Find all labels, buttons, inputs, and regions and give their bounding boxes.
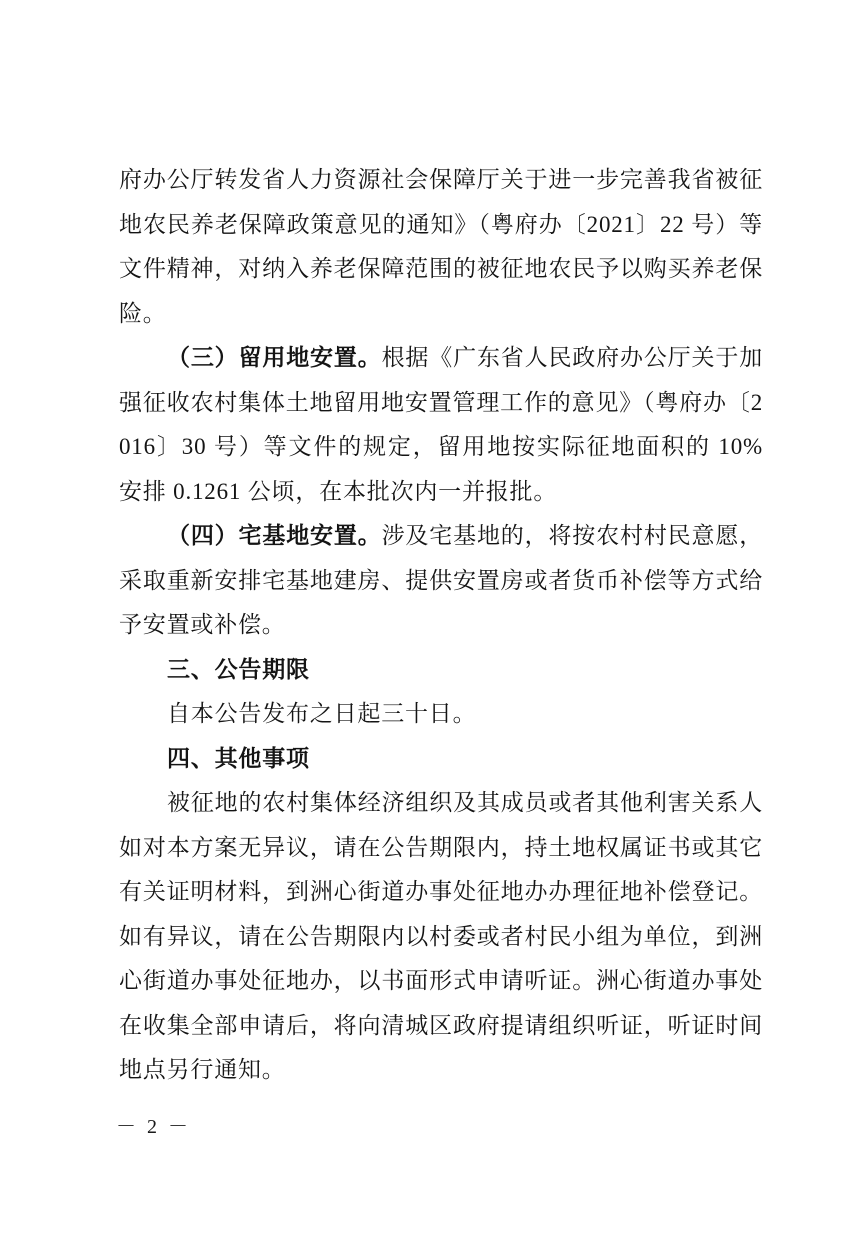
- paragraph: 被征地的农村集体经济组织及其成员或者其他利害关系人如对本方案无异议，请在公告期限内，持土地权属证书或其它有关证明材料，到洲心街道办事处征地办办理征地补偿登记。如有异议，请在公告期限内以村委或者村民小组为单位，到洲心街道办事处征地办，以书面形式申请听证。洲心街道办事处在收集全部申请后，将向清城区政府提请组织听证，听证时间地点另行通知。: [119, 790, 763, 1082]
- paragraph-bold-lead: （四）宅基地安置。: [167, 523, 382, 548]
- section-heading: 四、其他事项: [167, 745, 310, 771]
- paragraph-bold-lead: （三）留用地安置。: [167, 345, 382, 370]
- paragraph: （三）留用地安置。根据《广东省人民政府办公厅关于加强征收农村集体土地留用地安置管理工作的意见》（粤府办〔2016〕30 号）等文件的规定，留用地按实际征地面积的 10% 安排 0.1261 公顷，在本批次内一并报批。: [119, 345, 763, 504]
- page-number: － 2 －: [116, 1116, 191, 1138]
- document-body: [119, 158, 763, 1093]
- section-heading: 三、公告期限: [167, 656, 310, 682]
- paragraph: 自本公告发布之日起三十日。: [167, 701, 477, 726]
- paragraph: 府办公厅转发省人力资源社会保障厅关于进一步完善我省被征地农民养老保障政策意见的通知》（粤府办〔2021〕22 号）等文件精神，对纳入养老保障范围的被征地农民予以购买养老保险。: [119, 167, 763, 326]
- paragraph: （四）宅基地安置。涉及宅基地的，将按农村村民意愿，采取重新安排宅基地建房、提供安置房或者货币补偿等方式给予安置或补偿。: [119, 523, 763, 637]
